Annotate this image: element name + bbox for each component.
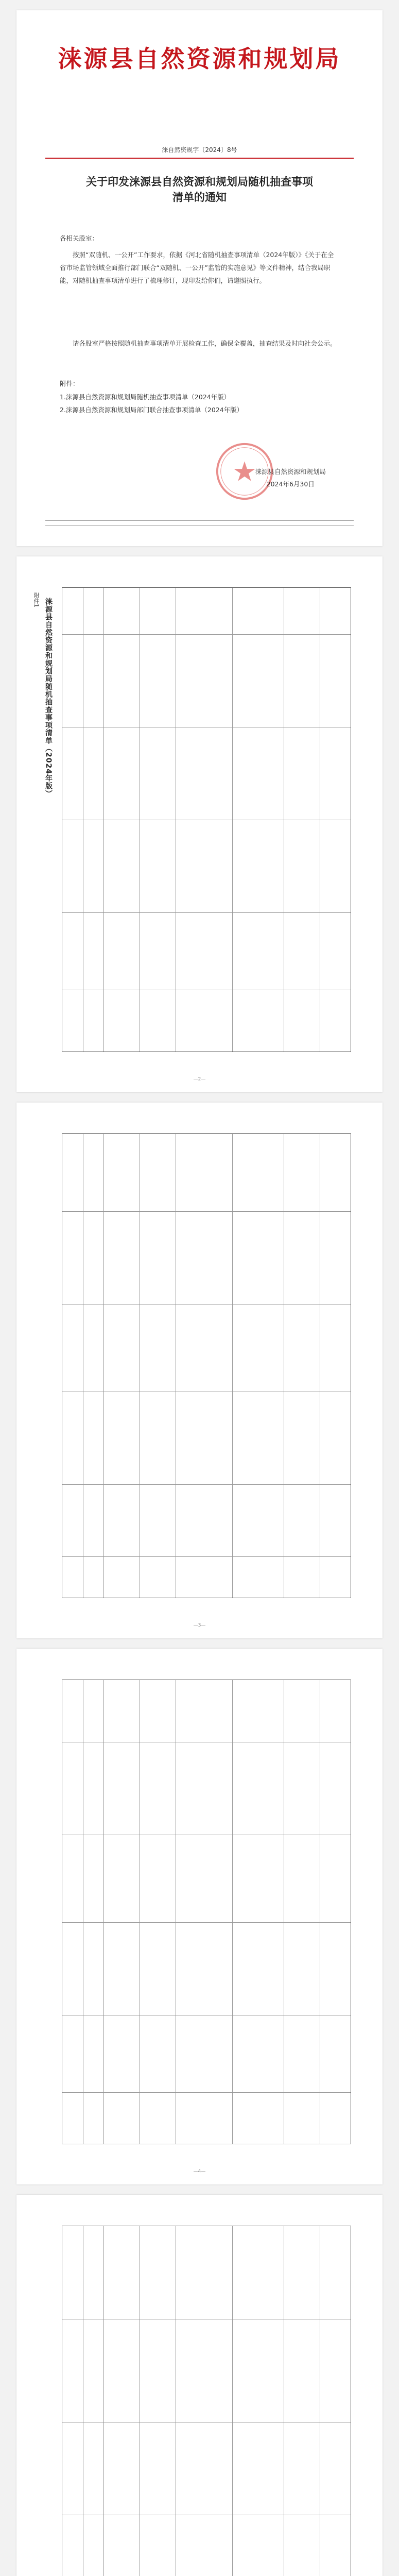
signature-date: 2024年6月30日 <box>266 480 315 488</box>
checklist-table <box>62 2226 351 2576</box>
signature-block <box>255 466 326 490</box>
attachments-list <box>60 391 339 416</box>
attachment-item: 1.涞源县自然资源和规划局随机抽查事项清单（2024年版） <box>60 393 231 401</box>
page-number: —4— <box>193 2169 206 2174</box>
document-title: 关于印发涞源县自然资源和规划局随机抽查事项清单的通知 <box>86 175 313 204</box>
checklist-table <box>62 1133 351 1598</box>
page-number: —3— <box>193 1623 206 1628</box>
checklist-table <box>62 1680 351 2144</box>
masthead: 涞源县自然资源和规划局 <box>58 45 341 73</box>
footer-divider <box>45 520 354 521</box>
checklist-table <box>62 587 351 1052</box>
table-title: 涞源县自然资源和规划局随机抽查事项清单（2024年版） <box>44 598 53 798</box>
attachment-item: 2.涞源县自然资源和规划局部门联合抽查事项清单（2024年版） <box>60 406 244 414</box>
page-number: —2— <box>193 1077 206 1082</box>
salutation: 各相关股室： <box>60 234 99 242</box>
cover-page <box>16 10 383 546</box>
signature-organization: 涞源县自然资源和规划局 <box>255 468 326 476</box>
body-paragraph-1: 按照“双随机、一公开”工作要求，依据《河北省随机抽查事项清单（2024年版）》《关于在全省市场监管领域全面推行部门联合“双随机、一公开”监管的实施意见》等文件精神，结合我局职能，对随机抽查事项清单进行了梳理修订，现印发给你们，请遵照执行。 <box>60 251 334 284</box>
table-page <box>16 2195 383 2576</box>
document-number: 涞自然资规字〔2024〕8号 <box>162 146 237 154</box>
table-page <box>16 1649 383 2184</box>
table-page <box>16 1103 383 1638</box>
attachments-label: 附件： <box>60 380 79 387</box>
body-paragraph-2: 请各股室严格按照随机抽查事项清单开展检查工作，确保全覆盖，抽查结果及时向社会公示。 <box>73 340 337 347</box>
red-divider <box>45 158 354 159</box>
attachment-label: 附件1 <box>33 592 40 607</box>
table-page <box>16 556 383 1092</box>
